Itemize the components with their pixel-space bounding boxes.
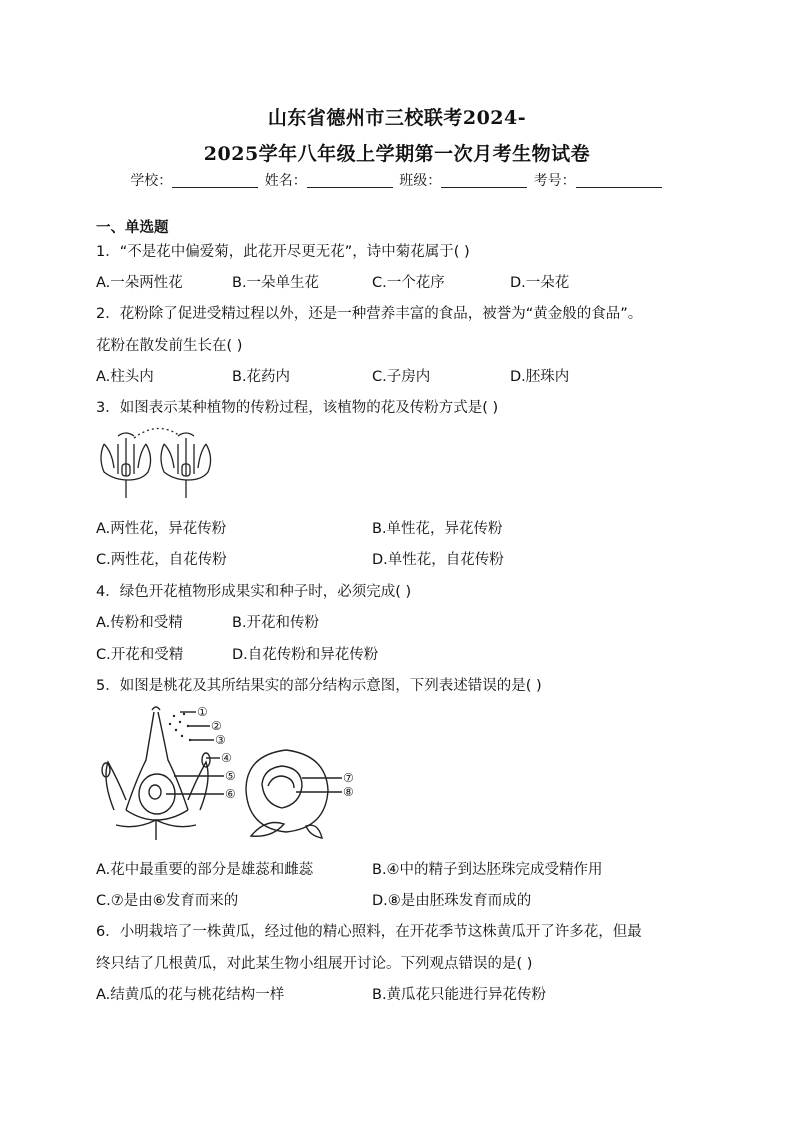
q6-option-a[interactable]: A.结黄瓜的花与桃花结构一样 [96,987,285,1003]
exam-no-label: 考号： [533,173,576,189]
q3-option-c[interactable]: C.两性花，自花传粉 [96,552,227,568]
q4-option-d[interactable]: D.自花传粉和异花传粉 [232,647,379,663]
q1-option-b[interactable]: B.一朵单生花 [232,275,320,291]
q3-option-d[interactable]: D.单性花，自花传粉 [372,552,504,568]
q6-stem-line2: 终只结了几根黄瓜，对此某生物小组展开讨论。下列观点错误的是( ) [96,956,533,972]
q1-option-c[interactable]: C.一个花序 [372,275,445,291]
q5-option-a[interactable]: A.花中最重要的部分是雄蕊和雌蕊 [96,862,314,878]
q3-stem: 3．如图表示某种植物的传粉过程，该植物的花及传粉方式是( ) [96,400,499,416]
q1-option-d[interactable]: D.一朵花 [510,275,570,291]
section-heading: 一、单选题 [96,220,169,236]
q2-option-a[interactable]: A.柱头内 [96,369,154,385]
name-blank[interactable] [307,173,393,188]
class-blank[interactable] [441,173,527,188]
figure-label: ⑥ [225,787,236,801]
figure-label: ④ [221,751,232,765]
student-info-row [0,170,794,190]
q5-option-b[interactable]: B.④中的精子到达胚珠完成受精作用 [372,862,603,878]
figure-label: ③ [215,733,226,747]
q4-option-c[interactable]: C.开花和受精 [96,647,184,663]
q6-stem-line1: 6．小明栽培了一株黄瓜，经过他的精心照料，在开花季节这株黄瓜开了许多花，但最 [96,924,642,940]
figure-label: ② [211,719,222,733]
q4-option-b[interactable]: B.开花和传粉 [232,615,320,631]
school-blank[interactable] [172,173,258,188]
peach-flower-fruit-figure [96,700,366,846]
q3-option-a[interactable]: A.两性花，异花传粉 [96,521,227,537]
name-label: 姓名： [264,173,307,189]
q1-option-a[interactable]: A.一朵两性花 [96,275,183,291]
page-title-line1: 山东省德州市三校联考2024- [267,107,527,129]
figure-label: ① [197,705,208,719]
page-title-line2: 2025学年八年级上学期第一次月考生物试卷 [203,143,591,165]
q1-stem: 1．“不是花中偏爱菊，此花开尽更无花”，诗中菊花属于( ) [96,244,470,260]
q5-option-d[interactable]: D.⑧是由胚珠发育而成的 [372,893,532,909]
q3-option-b[interactable]: B.单性花，异花传粉 [372,521,503,537]
q4-option-a[interactable]: A.传粉和受精 [96,615,183,631]
q4-stem: 4．绿色开花植物形成果实和种子时，必须完成( ) [96,584,412,600]
exam-no-blank[interactable] [576,173,662,188]
figure-label: ⑤ [225,769,236,783]
q6-option-b[interactable]: B.黄瓜花只能进行异花传粉 [372,987,547,1003]
figure-label: ⑧ [343,785,354,799]
q2-stem-line1: 2．花粉除了促进受精过程以外，还是一种营养丰富的食品，被誉为“黄金般的食品”。 [96,306,643,322]
q5-option-c[interactable]: C.⑦是由⑥发育而来的 [96,893,239,909]
pollination-figure [96,424,222,500]
q2-option-d[interactable]: D.胚珠内 [510,369,570,385]
q5-stem: 5．如图是桃花及其所结果实的部分结构示意图，下列表述错误的是( ) [96,678,542,694]
figure-label: ⑦ [343,771,354,785]
q2-option-c[interactable]: C.子房内 [372,369,431,385]
school-label: 学校： [130,173,173,189]
q2-option-b[interactable]: B.花药内 [232,369,291,385]
q2-stem-line2: 花粉在散发前生长在( ) [96,338,243,354]
class-label: 班级： [399,173,442,189]
